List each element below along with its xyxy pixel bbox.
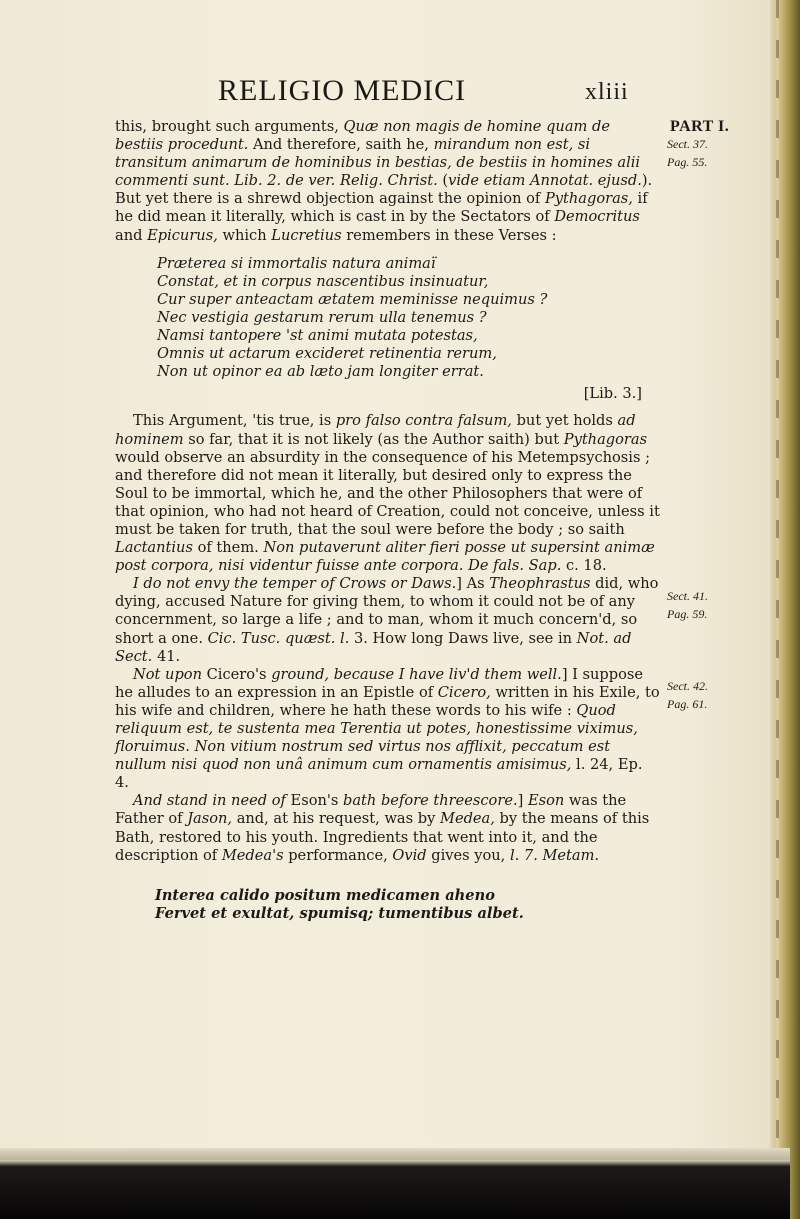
margin-part: PART I. [670, 118, 730, 135]
ovid-verse [155, 887, 660, 923]
paragraph-4: Not upon Cicero's ground, because I have liv'd them well.] I suppose he alludes to an expression in an Epistle of Cicero, written in his Exile, to his wife and children, where he hath these words to his wife : Quod reliquum est, te sustenta mea Terentia ut potes, honestissime viximus, floruimus. Non vitium nostrum sed virtus nos afflixit, peccatum est nullum nisi quod non unâ animum cum ornamentis amisimus, l. 24, Ep. 4. [115, 665, 660, 792]
verse-line: Cur super anteactam ætatem meminisse nequimus ? [157, 290, 548, 308]
verse-line: Interea calido positum medicamen aheno [155, 886, 495, 904]
verse-line: Fervet et exultat, spumisq; tumentibus albet. [155, 904, 524, 922]
paragraph-2: This Argument, 'tis true, is pro falso contra falsum, but yet holds ad hominem so far, that it is not likely (as the Author saith) but Pythagoras would observe an absurdity in the consequence of his Metempsychosis ; and therefore did not mean it literally, but desired only to express the Soul to be immortal, which he, and the other Philosophers that were of that opinion, who had not heard of Creation, could not conceive, unless it must be taken for truth, that the soul were before the body ; so saith Lactantius of them. Non putaverunt aliter fieri posse ut supersint animæ post corpora, nisi videntur fuisse ante corpora. De fals. Sap. c. 18. [115, 412, 660, 575]
verse-line: Præterea si immortalis natura animaï [157, 254, 436, 272]
verse-line: Non ut opinor ea ab læto jam longiter errat. [157, 363, 484, 381]
body-text [115, 118, 660, 923]
page-edge [770, 0, 800, 1219]
verse-line: Namsi tantopere 'st animi mutata potestas, [157, 327, 478, 345]
paragraph-1: this, brought such arguments, Quæ non magis de homine quam de bestiis procedunt. And therefore, saith he, mirandum non est, si transitum animarum de hominibus in bestias, de bestiis in homines alii commenti sunt. Lib. 2. de ver. Relig. Christ. (vide etiam Annotat. ejusd.). But yet there is a shrewd objection against the opinion of Pythagoras, if he did mean it literally, which is cast in by the Sectators of Democritus and Epicurus, which Lucretius remembers in these Verses : [115, 118, 653, 244]
scan-bottom-shadow [0, 1148, 790, 1219]
verse-line: Constat, et in corpus nascentibus insinuatur, [157, 272, 489, 290]
verse-line: Nec vestigia gestarum rerum ulla tenemus ? [157, 308, 487, 326]
running-header [0, 74, 790, 114]
margin-pag-55: Pag. 55. [667, 155, 708, 169]
page-number: xliii [585, 79, 629, 105]
margin-sect-41: Sect. 41. [667, 589, 708, 603]
running-title: RELIGIO MEDICI [218, 74, 467, 107]
margin-pag-61: Pag. 61. [667, 697, 708, 711]
verse-citation: [Lib. 3.] [583, 385, 642, 403]
paragraph-5: And stand in need of Eson's bath before threescore.] Eson was the Father of Jason, and, at his request, was by Medea, by the means of this Bath, restored to his youth. Ingredients that went into it, and the description of Medea's performance, Ovid gives you, l. 7. Metam. [115, 792, 650, 864]
lucretius-verse [157, 255, 660, 404]
paragraph-3: I do not envy the temper of Crows or Daws.] As Theophrastus did, who dying, accused Nature for giving them, to whom it could not be of any concernment, so large a life ; and to man, whom it much concern'd, so short a one. Cic. Tusc. quæst. l. 3. How long Daws live, see in Not. ad Sect. 41. [115, 575, 659, 665]
verse-line: Omnis ut actarum excideret retinentia rerum, [157, 345, 497, 363]
margin-sect-37: Sect. 37. [667, 137, 708, 151]
margin-pag-59: Pag. 59. [667, 607, 708, 621]
margin-sect-42: Sect. 42. [667, 679, 708, 693]
